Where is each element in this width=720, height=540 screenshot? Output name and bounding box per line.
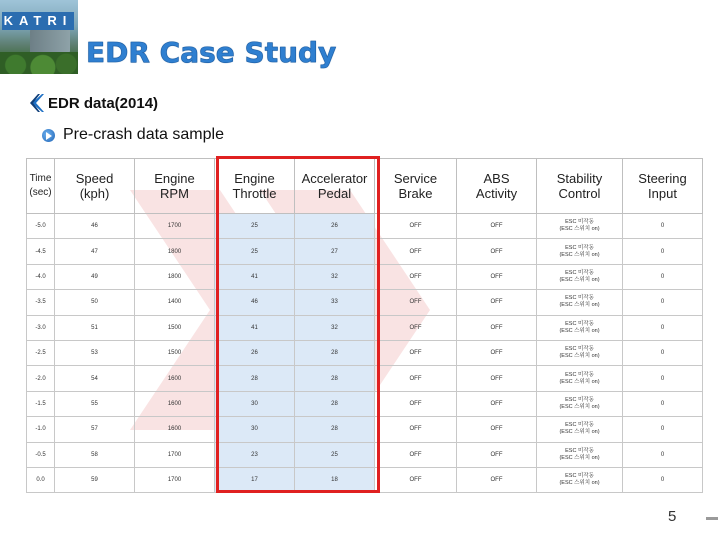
table-row bbox=[27, 417, 703, 442]
cell-steering-input: 0 bbox=[623, 442, 703, 467]
pre-crash-data-table bbox=[26, 158, 702, 492]
cell-engine-rpm: 1600 bbox=[135, 366, 215, 391]
cell-steering-input: 0 bbox=[623, 366, 703, 391]
cell-steering-input: 0 bbox=[623, 467, 703, 492]
cell-engine-rpm: 1500 bbox=[135, 315, 215, 340]
cell-speed: 51 bbox=[55, 315, 135, 340]
table-header-row bbox=[27, 159, 703, 214]
cell-service-brake: OFF bbox=[375, 214, 457, 239]
cell-service-brake: OFF bbox=[375, 290, 457, 315]
cell-engine-throttle: 28 bbox=[215, 366, 295, 391]
cell-time: -2.5 bbox=[27, 340, 55, 365]
cell-engine-rpm: 1700 bbox=[135, 442, 215, 467]
column-header-stability-control: Stability Control bbox=[537, 159, 623, 214]
cell-abs-activity: OFF bbox=[457, 315, 537, 340]
cell-time: -4.0 bbox=[27, 264, 55, 289]
table-row bbox=[27, 290, 703, 315]
table-row bbox=[27, 391, 703, 416]
cell-accelerator-pedal: 28 bbox=[295, 340, 375, 365]
cell-accelerator-pedal: 25 bbox=[295, 442, 375, 467]
cell-engine-throttle: 41 bbox=[215, 264, 295, 289]
cell-speed: 59 bbox=[55, 467, 135, 492]
cell-engine-rpm: 1400 bbox=[135, 290, 215, 315]
page-footer-mark bbox=[706, 517, 718, 520]
cell-speed: 54 bbox=[55, 366, 135, 391]
cell-accelerator-pedal: 32 bbox=[295, 315, 375, 340]
cell-time: -2.0 bbox=[27, 366, 55, 391]
cell-steering-input: 0 bbox=[623, 239, 703, 264]
cell-time: -1.0 bbox=[27, 417, 55, 442]
section-heading bbox=[30, 94, 158, 112]
cell-time: 0.0 bbox=[27, 467, 55, 492]
cell-service-brake: OFF bbox=[375, 467, 457, 492]
cell-engine-throttle: 30 bbox=[215, 391, 295, 416]
cell-accelerator-pedal: 27 bbox=[295, 239, 375, 264]
cell-service-brake: OFF bbox=[375, 315, 457, 340]
cell-accelerator-pedal: 28 bbox=[295, 391, 375, 416]
cell-speed: 46 bbox=[55, 214, 135, 239]
cell-service-brake: OFF bbox=[375, 417, 457, 442]
sub-heading bbox=[42, 126, 224, 144]
cell-engine-throttle: 17 bbox=[215, 467, 295, 492]
cell-stability-control: ESC 미작동 (ESC 스위치 on) bbox=[537, 366, 623, 391]
cell-service-brake: OFF bbox=[375, 264, 457, 289]
cell-stability-control: ESC 미작동 (ESC 스위치 on) bbox=[537, 315, 623, 340]
cell-engine-throttle: 23 bbox=[215, 442, 295, 467]
cell-engine-rpm: 1700 bbox=[135, 214, 215, 239]
cell-time: -4.5 bbox=[27, 239, 55, 264]
cell-engine-rpm: 1600 bbox=[135, 417, 215, 442]
cell-stability-control: ESC 미작동 (ESC 스위치 on) bbox=[537, 340, 623, 365]
cell-abs-activity: OFF bbox=[457, 366, 537, 391]
cell-steering-input: 0 bbox=[623, 340, 703, 365]
cell-time: -3.0 bbox=[27, 315, 55, 340]
cell-engine-throttle: 26 bbox=[215, 340, 295, 365]
cell-speed: 58 bbox=[55, 442, 135, 467]
cell-service-brake: OFF bbox=[375, 442, 457, 467]
cell-engine-throttle: 41 bbox=[215, 315, 295, 340]
bullet-arrow-icon bbox=[42, 129, 55, 142]
cell-accelerator-pedal: 28 bbox=[295, 366, 375, 391]
table-row bbox=[27, 239, 703, 264]
cell-speed: 57 bbox=[55, 417, 135, 442]
cell-abs-activity: OFF bbox=[457, 467, 537, 492]
cell-stability-control: ESC 미작동 (ESC 스위치 on) bbox=[537, 417, 623, 442]
cell-speed: 47 bbox=[55, 239, 135, 264]
table-row bbox=[27, 315, 703, 340]
cell-service-brake: OFF bbox=[375, 391, 457, 416]
cell-stability-control: ESC 미작동 (ESC 스위치 on) bbox=[537, 290, 623, 315]
cell-accelerator-pedal: 32 bbox=[295, 264, 375, 289]
column-header-time: Time (sec) bbox=[27, 159, 55, 214]
logo-text: KATRI bbox=[3, 13, 73, 28]
cell-speed: 49 bbox=[55, 264, 135, 289]
katri-logo bbox=[0, 0, 78, 74]
cell-speed: 53 bbox=[55, 340, 135, 365]
cell-engine-rpm: 1600 bbox=[135, 391, 215, 416]
cell-stability-control: ESC 미작동 (ESC 스위치 on) bbox=[537, 467, 623, 492]
column-header-accelerator-pedal: Accelerator Pedal bbox=[295, 159, 375, 214]
cell-engine-throttle: 25 bbox=[215, 239, 295, 264]
table-row bbox=[27, 214, 703, 239]
table-row bbox=[27, 467, 703, 492]
column-header-engine-throttle: Engine Throttle bbox=[215, 159, 295, 214]
cell-steering-input: 0 bbox=[623, 264, 703, 289]
cell-engine-rpm: 1500 bbox=[135, 340, 215, 365]
column-header-engine-rpm: Engine RPM bbox=[135, 159, 215, 214]
table-row bbox=[27, 340, 703, 365]
cell-engine-throttle: 25 bbox=[215, 214, 295, 239]
cell-speed: 55 bbox=[55, 391, 135, 416]
table-row bbox=[27, 442, 703, 467]
column-header-steering-input: Steering Input bbox=[623, 159, 703, 214]
column-header-speed: Speed (kph) bbox=[55, 159, 135, 214]
cell-abs-activity: OFF bbox=[457, 391, 537, 416]
sub-heading-text: Pre-crash data sample bbox=[63, 126, 224, 143]
cell-engine-throttle: 30 bbox=[215, 417, 295, 442]
cell-stability-control: ESC 미작동 (ESC 스위치 on) bbox=[537, 442, 623, 467]
column-header-service-brake: Service Brake bbox=[375, 159, 457, 214]
cell-service-brake: OFF bbox=[375, 239, 457, 264]
cell-stability-control: ESC 미작동 (ESC 스위치 on) bbox=[537, 239, 623, 264]
cell-steering-input: 0 bbox=[623, 417, 703, 442]
section-heading-text: EDR data(2014) bbox=[48, 94, 159, 112]
cell-accelerator-pedal: 26 bbox=[295, 214, 375, 239]
cell-abs-activity: OFF bbox=[457, 442, 537, 467]
table-row bbox=[27, 264, 703, 289]
cell-accelerator-pedal: 33 bbox=[295, 290, 375, 315]
cell-abs-activity: OFF bbox=[457, 239, 537, 264]
trees-image bbox=[0, 52, 78, 74]
cell-accelerator-pedal: 28 bbox=[295, 417, 375, 442]
cell-steering-input: 0 bbox=[623, 391, 703, 416]
cell-steering-input: 0 bbox=[623, 290, 703, 315]
cell-abs-activity: OFF bbox=[457, 340, 537, 365]
column-header-abs-activity: ABS Activity bbox=[457, 159, 537, 214]
cell-steering-input: 0 bbox=[623, 315, 703, 340]
cell-abs-activity: OFF bbox=[457, 264, 537, 289]
cell-abs-activity: OFF bbox=[457, 290, 537, 315]
cell-accelerator-pedal: 18 bbox=[295, 467, 375, 492]
table-row bbox=[27, 366, 703, 391]
cell-engine-throttle: 46 bbox=[215, 290, 295, 315]
page-number: 5 bbox=[668, 508, 677, 525]
cell-time: -0.5 bbox=[27, 442, 55, 467]
cell-time: -3.5 bbox=[27, 290, 55, 315]
cell-abs-activity: OFF bbox=[457, 417, 537, 442]
cell-steering-input: 0 bbox=[623, 214, 703, 239]
cell-stability-control: ESC 미작동 (ESC 스위치 on) bbox=[537, 264, 623, 289]
chevron-icon bbox=[30, 94, 44, 112]
cell-service-brake: OFF bbox=[375, 366, 457, 391]
cell-engine-rpm: 1700 bbox=[135, 467, 215, 492]
cell-abs-activity: OFF bbox=[457, 214, 537, 239]
cell-service-brake: OFF bbox=[375, 340, 457, 365]
cell-speed: 50 bbox=[55, 290, 135, 315]
page-title: EDR Case Study bbox=[86, 36, 337, 69]
cell-engine-rpm: 1800 bbox=[135, 239, 215, 264]
cell-stability-control: ESC 미작동 (ESC 스위치 on) bbox=[537, 214, 623, 239]
cell-time: -1.5 bbox=[27, 391, 55, 416]
cell-time: -5.0 bbox=[27, 214, 55, 239]
cell-stability-control: ESC 미작동 (ESC 스위치 on) bbox=[537, 391, 623, 416]
cell-engine-rpm: 1800 bbox=[135, 264, 215, 289]
